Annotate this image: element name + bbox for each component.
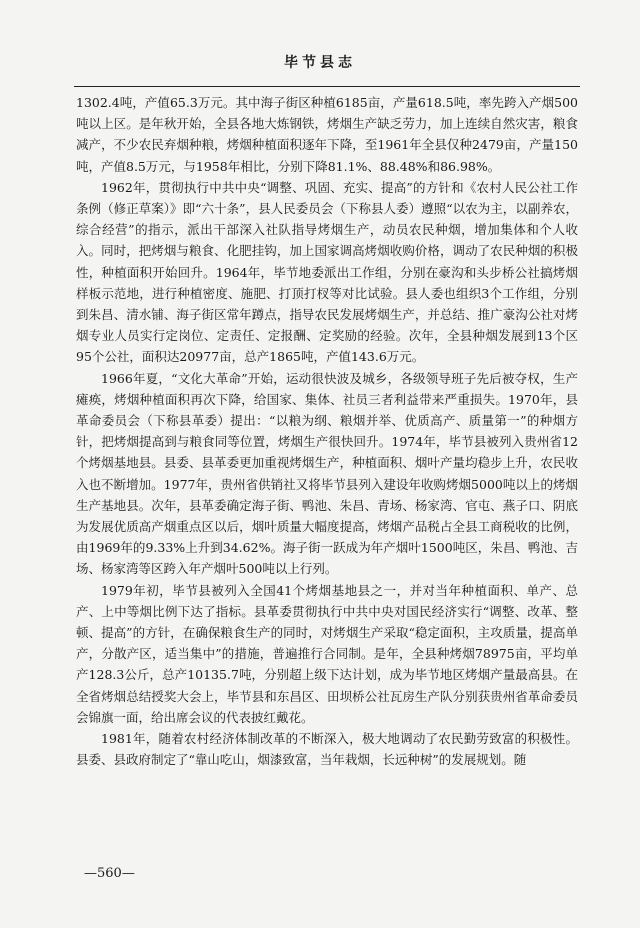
page-header-title: 毕节县志 [284, 55, 356, 71]
page-number: —560— [84, 866, 135, 881]
paragraph-3: 1966年夏，“文化大革命”开始，运动很快波及城乡，各级领导班子先后被夺权，生产瘫痪，烤烟种植面积再次下降，给国家、集体、社员三者利益带来严重损失。1970年，县革命委员会（下称县革委）提出：“以粮为纲、粮烟并举、优质高产、质量第一”的种烟方针，把烤烟提高到与粮食同等位置，烤烟生产很快回升。1974年，毕节县被列入贵州省12个烤烟基地县。县委、县革委更加重视烤烟生产，种植面积、烟叶产量均稳步上升，农民收入也不断增加。1977年，贵州省供销社又将毕节县列入建设年收购烤烟5000吨以上的烤烟生产基地县。次年，县革委确定海子街、鸭池、朱昌、青场、杨家湾、官屯、燕子口、阴底为发展优质高产烟重点区以后，烟叶质量大幅度提高，烤烟产品税占全县工商税收的比例，由1969年的9.33%上升到34.62%。海子街一跃成为年产烟叶1500吨区，朱昌、鸭池、吉场、杨家湾等区跨入年产烟叶500吨以上行列。 [76, 370, 578, 577]
header-divider [74, 86, 580, 87]
paragraph-5: 1981年，随着农村经济体制改革的不断深入，极大地调动了农民勤劳致富的积极性。县委、县政府制定了“靠山吃山，烟漆致富，当年栽烟，长远种树”的发展规划。随 [76, 731, 578, 768]
body-text [76, 92, 578, 771]
paragraph-2: 1962年，贯彻执行中共中央“调整、巩固、充实、提高”的方针和《农村人民公社工作条例（修正草案）》即“六十条”，县人民委员会（下称县人委）遵照“以农为主，以副养农，综合经营”的指示，派出干部深入社队指导烤烟生产，动员农民种烟，增加集体和个人收入。同时，把烤烟与粮食、化肥挂钩，加上国家调高烤烟收购价格，调动了农民种烟的积极性，种植面积开始回升。1964年，毕节地委派出工作组，分别在豪沟和头步桥公社搞烤烟样板示范地，进行种植密度、施肥、打顶打杈等对比试验。县人委也组织3个工作组，分别到朱昌、清水铺、海子街区常年蹲点，指导农民发展烤烟生产，并总结、推广豪沟公社对烤烟专业人员实行定岗位、定责任、定报酬、定奖励的经验。次年，全县种烟发展到13个区95个公社，面积达20977亩，总产1865吨，产值143.6万元。 [76, 179, 578, 365]
paragraph-1: 1302.4吨，产值65.3万元。其中海子街区种植6185亩，产量618.5吨，率先跨入产烟500吨以上区。是年秋开始，全县各地大炼钢铁，烤烟生产缺乏劳力，加上连续自然灾害，粮食减产，不少农民弃烟种粮，烤烟种植面积逐年下降，至1961年全县仅种2479亩，产量150吨，产值8.5万元，与1958年相比，分别下降81.1%、88.48%和86.98%。 [76, 95, 578, 174]
paragraph-4: 1979年初，毕节县被列入全国41个烤烟基地县之一，并对当年种植面积、单产、总产、上中等烟比例下达了指标。县革委贯彻执行中共中央对国民经济实行“调整、改革、整顿、提高”的方针，在确保粮食生产的同时，对烤烟生产采取“稳定面积，主攻质量，提高单产，分散产区，适当集中”的措施，普遍推行合同制。是年，全县种烤烟78975亩，平均单产128.3公斤，总产10135.7吨，分别超上级下达计划，成为毕节地区烤烟产量最高县。在全省烤烟总结授奖大会上，毕节县和东昌区、田坝桥公社瓦房生产队分别获贵州省革命委员会锦旗一面，给出席会议的代表披红戴花。 [76, 582, 578, 725]
